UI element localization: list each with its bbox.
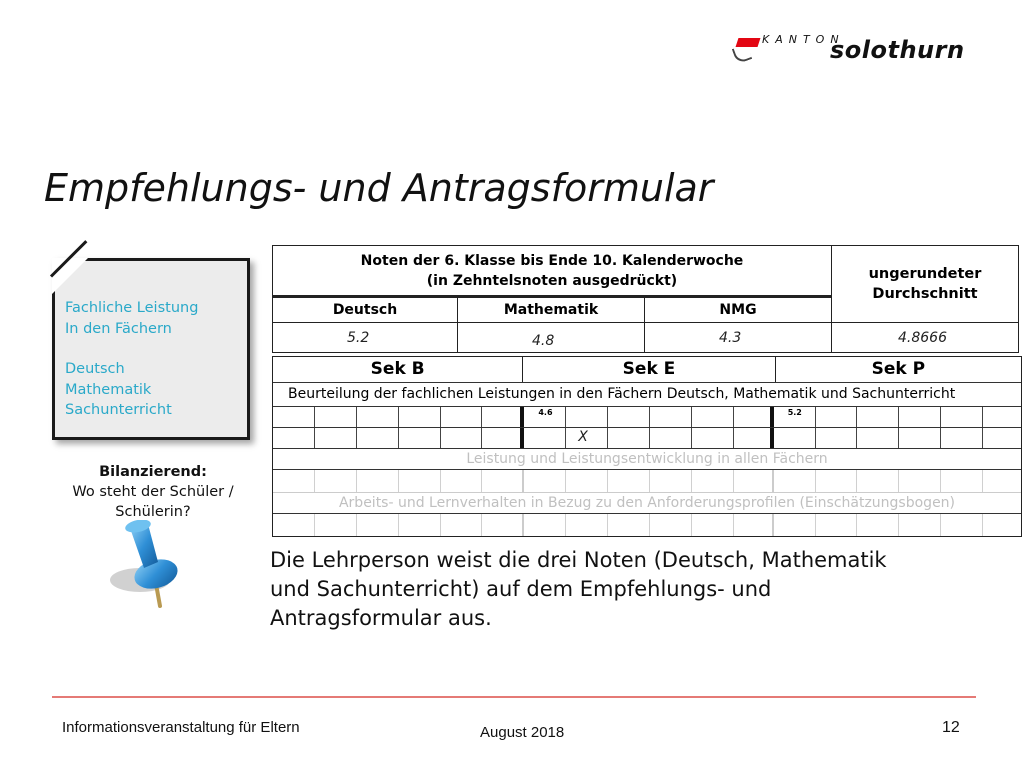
faded-text: Leistung und Leistungsentwicklung in allen Fächern: [466, 451, 828, 467]
subject-header: Deutsch: [273, 297, 458, 323]
subject-header: NMG: [645, 297, 832, 323]
caption-line: Wo steht der Schüler /: [72, 484, 234, 500]
grades-table: [272, 245, 1019, 353]
note-text: [65, 298, 198, 421]
mark-4-6: 4.6: [538, 408, 553, 417]
faded-cells-row: [273, 514, 1021, 536]
slide-title: Empfehlungs- und Antragsformular: [44, 166, 714, 210]
footer-date: August 2018: [480, 724, 565, 741]
average-value: 4.8666: [832, 323, 1019, 353]
kanton-solothurn-logo: [734, 30, 984, 70]
mark-5-2: 5.2: [787, 408, 802, 417]
footer-event: Informationsveranstaltung für Eltern: [62, 719, 300, 736]
cross-cells-row: [273, 428, 1021, 449]
cross-mark: X: [578, 429, 588, 445]
faded-text: Arbeits- und Lernverhalten in Bezug zu den Anforderungsprofilen (Einschätzungsbogen): [338, 495, 956, 511]
level-sek-e: Sek E: [523, 357, 775, 382]
level-sek-p: Sek P: [871, 359, 926, 379]
note-caption: [40, 462, 266, 522]
pushpin-icon: [100, 520, 210, 620]
subject-header: Mathematik: [458, 297, 645, 323]
level-header-row: [273, 357, 1021, 383]
grades-header-line1: Noten der 6. Klasse bis Ende 10. Kalenderwoche: [360, 252, 744, 269]
grade-cells-row: [273, 407, 1021, 428]
logo-solothurn-text: solothurn: [830, 36, 965, 64]
caption-bold: Bilanzierend:: [99, 464, 207, 480]
grade-value: 4.3: [645, 323, 832, 353]
avg-header-line2: Durchschnitt: [872, 286, 978, 302]
faded-cells-row: [273, 470, 1021, 493]
note-line: Fachliche Leistung: [65, 300, 199, 316]
grade-value: 5.2: [273, 323, 458, 353]
grades-header-line2: (in Zehntelsnoten ausgedrückt): [426, 272, 678, 289]
level-sek-b: Sek B: [273, 357, 523, 382]
note-line: Sachunterricht: [65, 402, 172, 418]
note-line: In den Fächern: [65, 320, 172, 337]
assessment-row: Beurteilung der fachlichen Leistungen in den Fächern Deutsch, Mathematik und Sachunterricht: [273, 383, 1021, 407]
caption-line: Schülerin?: [115, 504, 191, 520]
footer-rule: [52, 696, 976, 698]
avg-header: [832, 246, 1019, 323]
grades-header: [273, 246, 832, 297]
logo-kanton-text: KANTON: [762, 33, 845, 46]
avg-header-line1: ungerundeter: [868, 266, 982, 282]
body-text: Die Lehrperson weist die drei Noten (Deutsch, Mathematik und Sachunterricht) auf dem Empfehlungs- und Antragsformular aus.: [270, 548, 887, 630]
page-number: 12: [942, 719, 960, 736]
note-card: [52, 258, 250, 440]
note-line: Deutsch: [65, 361, 125, 377]
faded-row-performance: [273, 449, 1021, 470]
level-table: [272, 356, 1022, 537]
grade-value: 4.8: [458, 323, 645, 353]
note-line: Mathematik: [65, 381, 152, 398]
faded-row-behaviour: [273, 493, 1021, 514]
note-fold-corner: [52, 258, 88, 294]
